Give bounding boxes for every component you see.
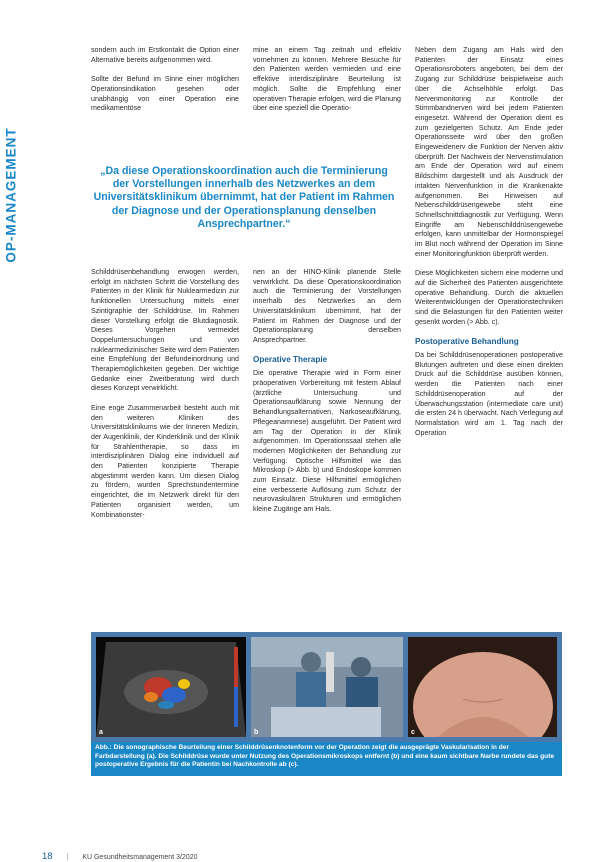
page-number: 18 (42, 851, 53, 862)
footer-separator: | (66, 854, 69, 861)
column-2-top (253, 46, 401, 124)
journal-name: KU Gesundheitsmanagement 3/2020 (82, 854, 198, 861)
paragraph: Da bei Schilddrüsenoperationen postoperative Blutungen auftreten und diese einen direkten Druck auf die Schilddrüse ausüben können, werden die Patienten nach einer Schilddrüsenoperation auf der Überwachungsstation (intermediate care unit) die ersten 24 h überwacht. Nach Verlegung auf Normalstation wird am 1. Tag nach der Operation (415, 351, 563, 437)
paragraph: sondern auch im Erstkontakt die Option einer Alternative bereits aufgenommen wird. (91, 46, 239, 64)
column-1-top (91, 46, 239, 124)
paragraph: Eine enge Zusammenarbeit besteht auch mit den weiteren Kliniken des Universitätsklinikums wie der Inneren Medizin, der Augenklinik, der Kinderklinik und der Klinik für Strahlentherapie, so dass im interdisziplinären Dialog eine individuell auf den Patienten konzipierte Therapie abgestimmt werden kann. Um diesen Dialog zu fördern, wurden Sprechstundentermine eingerichtet, die im Netzwerk direkt für den Patienten organisiert werden, um Kombinationster- (91, 403, 239, 519)
figure-label-b: b (254, 729, 259, 736)
page-footer (42, 851, 198, 862)
paragraph: Die operative Therapie wird in Form einer präoperativen Vorbereitung mit festem Ablauf (ärztliche Untersuchung und Operationsaufklärung sowie Nennung der Behandlungsalternativen, Narkoseaufklärung, Pflegeanamnese) ausgeführt. Der Patient wird am Tag der Operation in der Klinik aufgenommen. Im Operationssaal stehen alle modernen Möglichkeiten der Behandlung zur Verfügung. Optische Hilfsmittel wie das Mikroskop (> Abb. b) und Endoskope kommen zum Einsatz. Diese Hilfsmittel ermöglichen eine verbesserte Auflösung zum Schutz der neurovaskulären Strukturen und ermöglichen kleine Zugänge am Hals. (253, 369, 401, 514)
section-label-text: OP-MANAGEMENT (3, 127, 19, 263)
ultrasound-image (96, 637, 246, 737)
figure-label-c: c (411, 729, 415, 736)
column-3 (415, 46, 563, 448)
paragraph: Diese Möglichkeiten sichern eine moderne und auf die Sicherheit des Patienten ausgerichtete operative Behandlung. Durch die aktuellen Weiterentwicklungen der Operationstechniken sind die Belastungen für den Patienten weiter gesenkt worden (> Abb. c). (415, 269, 563, 326)
section-label (0, 120, 22, 270)
operating-room-image (251, 637, 403, 737)
pull-quote: „Da diese Operationskoordination auch die Terminierung der Vorstellungen innerhalb des Netzwerkes an dem Universitätsklinikum übernimmt, hat der Patient im Rahmen der Diagnose und der Operationsplanung denselben Ansprechpartner.“ (93, 165, 395, 230)
paragraph: mine an einem Tag zeitnah und effektiv vornehmen zu können. Mehrere Besuche für den Patienten werden vermieden und eine effektive interdisziplinäre Beurteilung ist möglich. Sollte die Empfehlung einer operativen Therapie erfolgen, wird die Planung über eine speziell die Operatio- (253, 46, 401, 113)
paragraph: nen an der HINO-Klinik planende Stelle verwirklicht. Da diese Operationskoordination auch die Terminierung der Vorstellungen innerhalb des Netzwerkes an dem Universitätsklinikum übernimmt, hat der Patient im Rahmen der Diagnose und der Operationsplanung denselben Ansprechpartner. (253, 268, 401, 344)
figure (91, 632, 562, 742)
column-1-bottom (91, 268, 239, 530)
figure-label-a: a (99, 729, 103, 736)
paragraph: Sollte der Befund im Sinne einer möglichen Operationsindikation gesehen oder unabhängig von einer Operation eine medikamentöse (91, 75, 239, 113)
heading-operative-therapy: Operative Therapie (253, 355, 328, 365)
column-2-bottom (253, 268, 401, 525)
neck-scar-image (408, 637, 557, 737)
heading-postoperative: Postoperative Behandlung (415, 337, 519, 347)
figure-caption: Abb.: Die sonographische Beurteilung einer Schilddrüsenknotenform vor der Operation zeigt die ausgeprägte Vaskularisation in der Farbdarstellung (a). Die Schilddrüse wurde unter Nutzung des Operationsmikroskops entfernt (b) und eine kaum sichtbare Narbe rundete das gute postoperative Ergebnis für die Patientin bei Nachkontrolle ab (c). (91, 742, 562, 776)
paragraph: Neben dem Zugang am Hals wird den Patienten der Einsatz eines Operationsroboters angeboten, bei dem der Zugang zur Schilddrüse beispielweise auch über die Achselhöhle erfolgt. Das Nervenmonitoring zur Kontrolle der Stimmbandnerven wird bei jedem Patienten eingesetzt. Während der Operation dient es zum gezielgerten Schutz. Am Ende jeder Operationsseite wird über den großen Eingeweidenerv die Funktion der Nerven aktiv überprüft. Der Nachweis der Nervenstimulation am Ende der Operation wird auf einem Bildschirm dargestellt und als Ausdruck der intakten Nervenfunktion in die Krankenakte aufgenommen. Bei Hinweisen auf Nebenschilddrüsengewebe steht eine Schnellschnittdiagnostik zur Verfügung. Wenn Eingriffe am Nebenschilddrüsengewebe erfolgen, kann unmittelbar der Hormonspiegel im Blut noch während der Operation im Sinne einer Monitoringfunktion überprüft werden. (415, 46, 563, 258)
paragraph: Schilddrüsenbehandlung erwogen werden, erfolgt im nächsten Schritt die Vorstellung des Patienten in der Klinik für Nuklearmedizin zur funktionellen Untersuchung mittels einer Szintigraphie der Schilddrüse. Im Rahmen dieser Vorstellung erfolgt die Blutdiagnostik. Dieses Vorgehen vermeidet Doppeluntersuchungen und von nuklearmedizinischer Seite wird dem Patienten eine Empfehlung der Befundeinordnung und Therapiemöglichkeiten gegeben. Der wichtige Gedanke einer Zweitberatung wird durch dieses Konzept verwirklicht. (91, 268, 239, 393)
